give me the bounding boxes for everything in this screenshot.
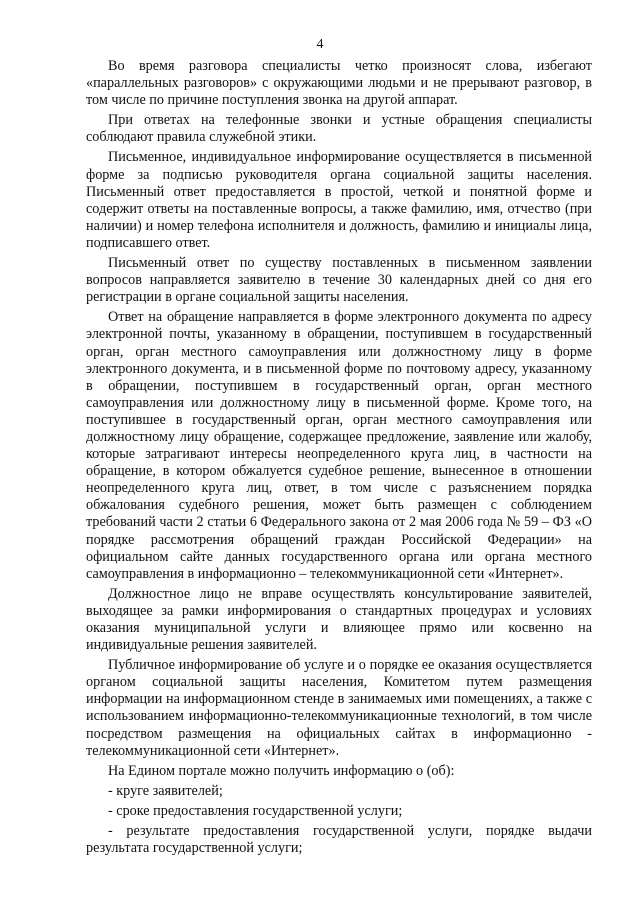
list-item: - круге заявителей;: [108, 782, 223, 799]
paragraph: Во время разговора специалисты четко произносят слова, избегают «параллельных разговоров» с окружающими людьми и не прерывают разговор, в том числе по причине поступления звонка на другой аппарат.: [86, 58, 592, 109]
paragraph: Должностное лицо не вправе осуществлять консультирование заявителей, выходящее за рамки информирования о стандартных процедурах и условиях оказания муниципальной услуги и влияющее прямо или косвенно на индивидуальные решения заявителей.: [86, 585, 592, 654]
info-list: [86, 783, 592, 857]
document-body: [86, 58, 592, 860]
paragraph: Публичное информирование об услуге и о порядке ее оказания осуществляется органом социальной защиты населения, Комитетом путем размещения информации на информационном стенде в занимаемых ими помещениях, а также с использованием информационно-телекоммуникационные технологий, в том числе посредством размещения на официальных сайтах в информационно - телекоммуникационной сети «Интернет».: [86, 657, 592, 759]
page-number: 4: [316, 37, 324, 52]
list-item: - результате предоставления государственной услуги, порядке выдачи результата государственной услуги;: [86, 823, 592, 857]
paragraph: Ответ на обращение направляется в форме электронного документа по адресу электронной почты, указанному в обращении, поступившем в государственный орган, орган местного самоуправления или должностному лицу в форме электронного документа, и в письменной форме по почтовому адресу, указанному в обращении, поступившем в государственный орган, орган местного самоуправления или должностному лицу в письменной форме. Кроме того, на поступившее в государственный орган, орган местного самоуправления или должностному лицу обращение, содержащее предложение, заявление или жалобу, которые затрагивают интересы неопределенного круга лиц, в частности на обращение, в котором обжалуется судебное решение, вынесенное в отношении неопределенного круга лиц, ответ, в том числе с разъяснением порядка обжалования судебного решения, может быть размещен с соблюдением требований части 2 статьи 6 Федерального закона от 2 мая 2006 года № 59 – ФЗ «О порядке рассмотрения обращений граждан Российской Федерации» на официальном сайте данных государственного органа или органа местного самоуправления в информационно – телекоммуникационной сети «Интернет».: [86, 309, 592, 582]
list-item: - сроке предоставления государственной услуги;: [108, 802, 403, 819]
paragraph: Письменное, индивидуальное информирование осуществляется в письменной форме за подписью руководителя органа социальной защиты населения. Письменный ответ предоставляется в простой, четкой и понятной форме и содержит ответы на поставленные вопросы, а также фамилию, имя, отчество (при наличии) и номер телефона исполнителя и должность, фамилию и инициалы лица, подписавшего ответ.: [86, 149, 592, 251]
paragraph: При ответах на телефонные звонки и устные обращения специалисты соблюдают правила служебной этики.: [86, 112, 592, 146]
paragraph: На Едином портале можно получить информацию о (об):: [108, 762, 455, 779]
paragraph: Письменный ответ по существу поставленных в письменном заявлении вопросов направляется заявителю в течение 30 календарных дней со дня его регистрации в органе социальной защиты населения.: [86, 255, 592, 306]
